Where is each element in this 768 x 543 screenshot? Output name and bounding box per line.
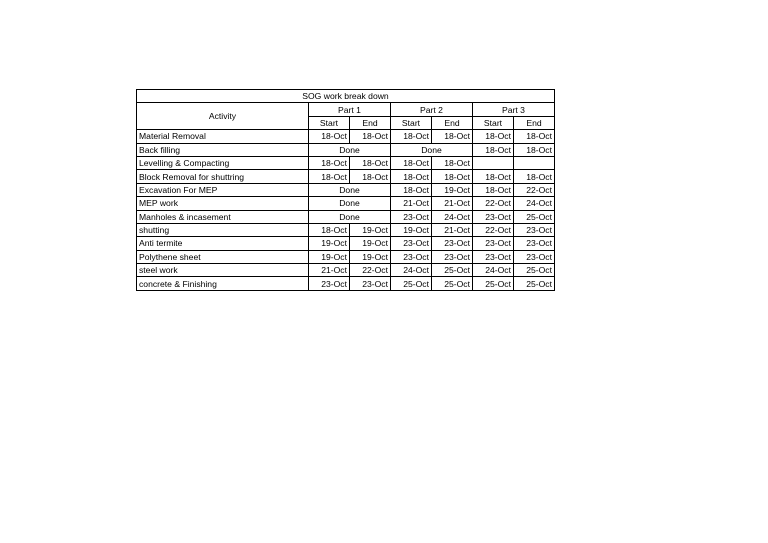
part-2-start-cell[interactable]: 23-Oct bbox=[391, 250, 432, 263]
table-row bbox=[137, 223, 555, 236]
part-1-end-cell[interactable]: 18-Oct bbox=[350, 130, 391, 143]
activity-cell[interactable]: concrete & Finishing bbox=[137, 277, 309, 290]
part-2-end-cell[interactable]: 25-Oct bbox=[432, 264, 473, 277]
part-2-start-cell[interactable]: 18-Oct bbox=[391, 156, 432, 169]
part-3-end-cell[interactable]: 22-Oct bbox=[514, 183, 555, 196]
part-1-end-cell[interactable]: 23-Oct bbox=[350, 277, 391, 290]
table-row bbox=[137, 250, 555, 263]
activity-cell[interactable]: MEP work bbox=[137, 197, 309, 210]
part-3-end-cell[interactable]: 24-Oct bbox=[514, 197, 555, 210]
part-2-start-cell[interactable]: 21-Oct bbox=[391, 197, 432, 210]
part-2-start-cell[interactable]: 23-Oct bbox=[391, 237, 432, 250]
part-3-end-cell[interactable]: 23-Oct bbox=[514, 250, 555, 263]
activity-cell[interactable]: Polythene sheet bbox=[137, 250, 309, 263]
part-3-start-cell[interactable]: 24-Oct bbox=[473, 264, 514, 277]
part-1-start-cell[interactable]: 18-Oct bbox=[309, 170, 350, 183]
part-3-end-cell[interactable]: 23-Oct bbox=[514, 237, 555, 250]
part-1-end-cell[interactable]: 19-Oct bbox=[350, 237, 391, 250]
end-header[interactable]: End bbox=[432, 116, 473, 129]
table-row bbox=[137, 170, 555, 183]
activity-cell[interactable]: Levelling & Compacting bbox=[137, 156, 309, 169]
part-1-start-cell[interactable]: 18-Oct bbox=[309, 223, 350, 236]
end-header[interactable]: End bbox=[514, 116, 555, 129]
part-3-start-cell[interactable]: 18-Oct bbox=[473, 143, 514, 156]
table-row bbox=[137, 183, 555, 196]
end-header[interactable]: End bbox=[350, 116, 391, 129]
part-1-status-cell[interactable]: Done bbox=[309, 197, 391, 210]
start-header[interactable]: Start bbox=[391, 116, 432, 129]
part-2-end-cell[interactable]: 25-Oct bbox=[432, 277, 473, 290]
part-1-start-cell[interactable]: 21-Oct bbox=[309, 264, 350, 277]
part-3-end-cell[interactable]: 18-Oct bbox=[514, 170, 555, 183]
part-3-end-cell[interactable]: 25-Oct bbox=[514, 277, 555, 290]
title-row bbox=[137, 90, 555, 103]
part-2-end-cell[interactable]: 21-Oct bbox=[432, 197, 473, 210]
part-1-start-cell[interactable]: 19-Oct bbox=[309, 237, 350, 250]
table-row bbox=[137, 156, 555, 169]
part-1-status-cell[interactable]: Done bbox=[309, 183, 391, 196]
part-2-start-cell[interactable]: 23-Oct bbox=[391, 210, 432, 223]
part-3-start-cell[interactable]: 23-Oct bbox=[473, 250, 514, 263]
part-1-status-cell[interactable]: Done bbox=[309, 210, 391, 223]
part-2-start-cell[interactable]: 19-Oct bbox=[391, 223, 432, 236]
activity-header[interactable]: Activity bbox=[137, 103, 309, 130]
part-2-end-cell[interactable]: 23-Oct bbox=[432, 237, 473, 250]
part-2-end-cell[interactable]: 18-Oct bbox=[432, 170, 473, 183]
part-3-end-cell[interactable]: 25-Oct bbox=[514, 264, 555, 277]
part-3-start-cell[interactable] bbox=[473, 156, 514, 169]
part-3-start-cell[interactable]: 18-Oct bbox=[473, 183, 514, 196]
activity-cell[interactable]: Anti termite bbox=[137, 237, 309, 250]
table-row bbox=[137, 143, 555, 156]
activity-cell[interactable]: Excavation For MEP bbox=[137, 183, 309, 196]
part-3-start-cell[interactable]: 25-Oct bbox=[473, 277, 514, 290]
spreadsheet-area bbox=[136, 89, 555, 291]
part-1-header[interactable]: Part 1 bbox=[309, 103, 391, 116]
activity-cell[interactable]: Block Removal for shuttring bbox=[137, 170, 309, 183]
part-3-header[interactable]: Part 3 bbox=[473, 103, 555, 116]
part-1-end-cell[interactable]: 18-Oct bbox=[350, 156, 391, 169]
part-1-start-cell[interactable]: 19-Oct bbox=[309, 250, 350, 263]
part-2-end-cell[interactable]: 23-Oct bbox=[432, 250, 473, 263]
part-3-end-cell[interactable]: 18-Oct bbox=[514, 130, 555, 143]
table-row bbox=[137, 197, 555, 210]
part-1-end-cell[interactable]: 22-Oct bbox=[350, 264, 391, 277]
part-3-start-cell[interactable]: 22-Oct bbox=[473, 197, 514, 210]
table-row bbox=[137, 130, 555, 143]
activity-cell[interactable]: steel work bbox=[137, 264, 309, 277]
part-3-end-cell[interactable]: 23-Oct bbox=[514, 223, 555, 236]
part-1-end-cell[interactable]: 19-Oct bbox=[350, 250, 391, 263]
part-1-end-cell[interactable]: 19-Oct bbox=[350, 223, 391, 236]
part-3-start-cell[interactable]: 18-Oct bbox=[473, 130, 514, 143]
part-3-start-cell[interactable]: 23-Oct bbox=[473, 237, 514, 250]
sog-work-breakdown-table bbox=[136, 89, 555, 291]
part-2-header[interactable]: Part 2 bbox=[391, 103, 473, 116]
part-2-status-cell[interactable]: Done bbox=[391, 143, 473, 156]
part-1-start-cell[interactable]: 18-Oct bbox=[309, 156, 350, 169]
part-1-start-cell[interactable]: 18-Oct bbox=[309, 130, 350, 143]
table-row bbox=[137, 210, 555, 223]
part-3-end-cell[interactable]: 25-Oct bbox=[514, 210, 555, 223]
part-3-end-cell[interactable]: 18-Oct bbox=[514, 143, 555, 156]
activity-cell[interactable]: Back filling bbox=[137, 143, 309, 156]
table-row bbox=[137, 277, 555, 290]
part-1-start-cell[interactable]: 23-Oct bbox=[309, 277, 350, 290]
part-2-start-cell[interactable]: 24-Oct bbox=[391, 264, 432, 277]
part-3-end-cell[interactable] bbox=[514, 156, 555, 169]
table-title[interactable]: SOG work break down bbox=[137, 90, 555, 103]
part-header-row bbox=[137, 103, 555, 116]
activity-cell[interactable]: shutting bbox=[137, 223, 309, 236]
part-3-start-cell[interactable]: 23-Oct bbox=[473, 210, 514, 223]
part-2-end-cell[interactable]: 18-Oct bbox=[432, 130, 473, 143]
part-2-start-cell[interactable]: 18-Oct bbox=[391, 183, 432, 196]
part-2-end-cell[interactable]: 21-Oct bbox=[432, 223, 473, 236]
part-2-end-cell[interactable]: 19-Oct bbox=[432, 183, 473, 196]
part-1-end-cell[interactable]: 18-Oct bbox=[350, 170, 391, 183]
activity-cell[interactable]: Material Removal bbox=[137, 130, 309, 143]
part-2-end-cell[interactable]: 24-Oct bbox=[432, 210, 473, 223]
start-header[interactable]: Start bbox=[473, 116, 514, 129]
start-header[interactable]: Start bbox=[309, 116, 350, 129]
table-row bbox=[137, 264, 555, 277]
part-1-status-cell[interactable]: Done bbox=[309, 143, 391, 156]
table-row bbox=[137, 237, 555, 250]
part-3-start-cell[interactable]: 22-Oct bbox=[473, 223, 514, 236]
part-3-start-cell[interactable]: 18-Oct bbox=[473, 170, 514, 183]
part-2-start-cell[interactable]: 18-Oct bbox=[391, 170, 432, 183]
part-2-start-cell[interactable]: 18-Oct bbox=[391, 130, 432, 143]
part-2-start-cell[interactable]: 25-Oct bbox=[391, 277, 432, 290]
activity-cell[interactable]: Manholes & incasement bbox=[137, 210, 309, 223]
part-2-end-cell[interactable]: 18-Oct bbox=[432, 156, 473, 169]
